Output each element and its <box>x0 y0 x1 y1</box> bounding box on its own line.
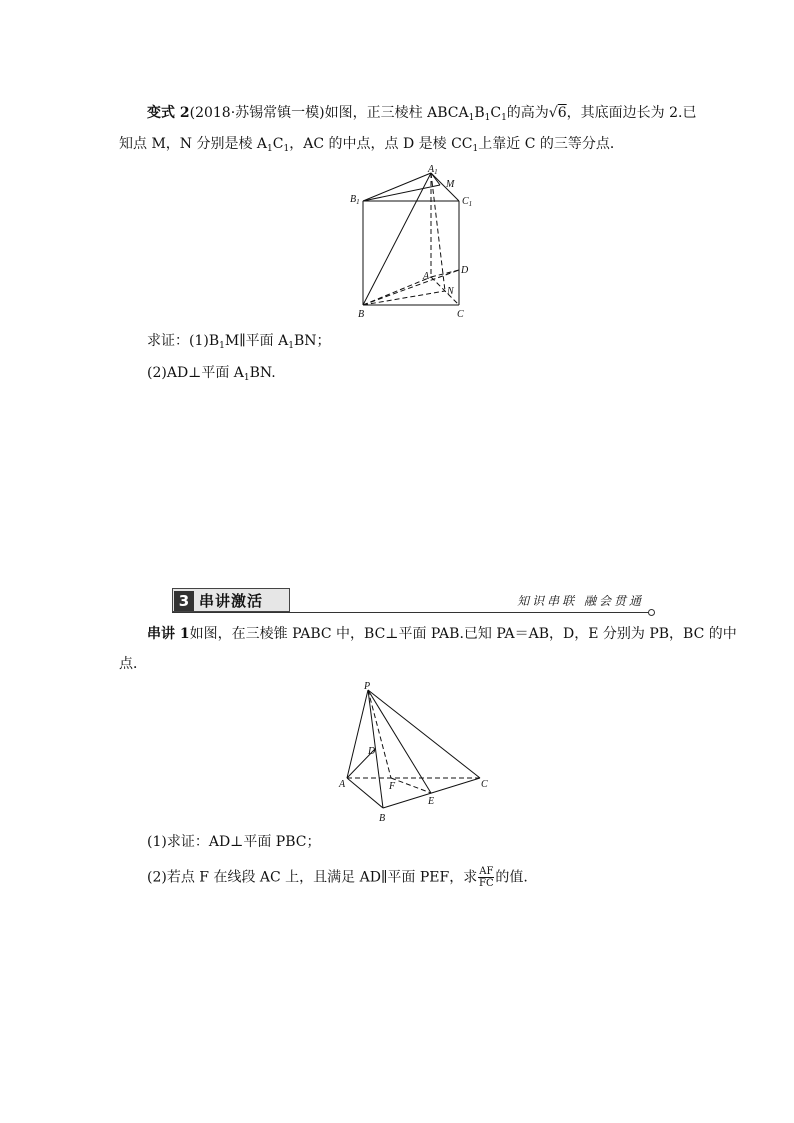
section-header <box>172 586 652 616</box>
problem1-text-b: B <box>474 105 485 121</box>
fraction-denominator: FC <box>479 878 494 889</box>
part2-b: BN. <box>249 365 276 381</box>
problem1-source: (2018·苏锡常镇一模) <box>189 105 325 121</box>
problem1-line2-a: 知点 M，N 分别是棱 A <box>119 136 268 152</box>
sqrt-symbol: √6 <box>548 105 567 121</box>
problem2-line2: 点． <box>119 656 147 672</box>
label-C: C <box>457 309 464 320</box>
edge-PA <box>347 690 368 778</box>
sqrt-value: 6 <box>557 105 567 121</box>
prove-label: 求证：(1)B <box>147 333 220 349</box>
edge-A1N <box>431 173 445 291</box>
problem2-label: 串讲 1 <box>147 626 190 642</box>
label-A: A <box>339 779 346 790</box>
label-B: B <box>358 309 365 320</box>
edge-B1M <box>363 185 440 201</box>
edge-PC <box>368 690 480 778</box>
subscript: 1 <box>267 144 273 154</box>
problem2-text: 如图，在三棱锥 PABC 中，BC⊥平面 PAB.已知 PA＝AB，D，E 分别为 PB，BC 的中 <box>189 626 737 642</box>
part2-a: (2)AD⊥平面 A <box>147 365 244 381</box>
problem1-part2 <box>147 363 276 383</box>
problem1-label: 变式 2 <box>147 105 190 121</box>
tetrahedron-figure <box>335 680 495 828</box>
label-B: B <box>379 813 386 824</box>
edge-A1C1 <box>431 173 459 201</box>
subscript: 1 <box>484 113 491 123</box>
subscript: 1 <box>472 144 479 154</box>
label-M: M <box>446 179 455 190</box>
q2-text-a: (2)若点 F 在线段 AC 上，且满足 AD∥平面 PEF，求 <box>147 869 478 886</box>
problem1-line1 <box>147 103 696 123</box>
section-title: 串讲激活 <box>199 592 264 610</box>
prove-b: BN； <box>293 333 331 349</box>
label-D: D <box>461 265 469 276</box>
label-F: F <box>389 781 396 792</box>
subscript: 1 <box>219 341 225 351</box>
section-rule-end-dot <box>648 609 655 616</box>
label-B1: $B_1$ <box>350 194 360 206</box>
label-A1: $A_1$ <box>428 164 438 176</box>
problem1-line2-d: 上靠近 C 的三等分点． <box>478 136 624 152</box>
edge-PF <box>368 690 391 778</box>
problem2-line1 <box>147 624 737 644</box>
subscript: 1 <box>501 113 507 123</box>
section-number: 3 <box>174 591 194 611</box>
prism-figure <box>345 160 485 325</box>
section-subtitle: 知识串联 融会贯通 <box>517 594 644 608</box>
subscript: 1 <box>468 113 475 123</box>
edge-A1B1 <box>363 173 431 201</box>
subscript: 1 <box>283 144 290 154</box>
subscript: 1 <box>288 341 294 351</box>
label-N: N <box>447 286 454 297</box>
subscript: 1 <box>243 373 250 383</box>
label-D: D <box>368 746 376 757</box>
edge-BA1 <box>363 173 431 305</box>
problem1-text-a: 如图，正三棱柱 ABCA <box>324 105 469 121</box>
problem2-q2 <box>147 866 528 889</box>
problem1-line2-c: ，AC 的中点，点 D 是棱 CC <box>289 136 473 152</box>
edge-BN <box>363 291 445 305</box>
fraction-numerator: AF <box>479 866 494 877</box>
section-title-box <box>172 588 290 612</box>
edge-FE <box>391 778 431 793</box>
problem2-q1: (1)求证：AD⊥平面 PBC； <box>147 834 321 850</box>
q2-text-b: 的值. <box>495 869 528 886</box>
section-rule <box>172 612 650 613</box>
problem1-text-c: C <box>490 105 502 121</box>
label-C: C <box>481 779 488 790</box>
label-P: P <box>364 681 371 692</box>
edge-AB <box>347 778 383 808</box>
label-A: A <box>423 271 430 282</box>
problem1-text-e: ，其底面边长为 2.已 <box>566 105 697 121</box>
fraction <box>478 866 494 889</box>
problem1-line2-b: C <box>272 136 284 152</box>
problem1-prove <box>147 331 331 351</box>
problem1-line2 <box>119 134 624 154</box>
label-E: E <box>428 796 435 807</box>
problem1-text-d: 的高为 <box>506 105 549 121</box>
label-C1: $C_1$ <box>462 196 473 208</box>
prove-a: M∥平面 A <box>224 333 289 349</box>
